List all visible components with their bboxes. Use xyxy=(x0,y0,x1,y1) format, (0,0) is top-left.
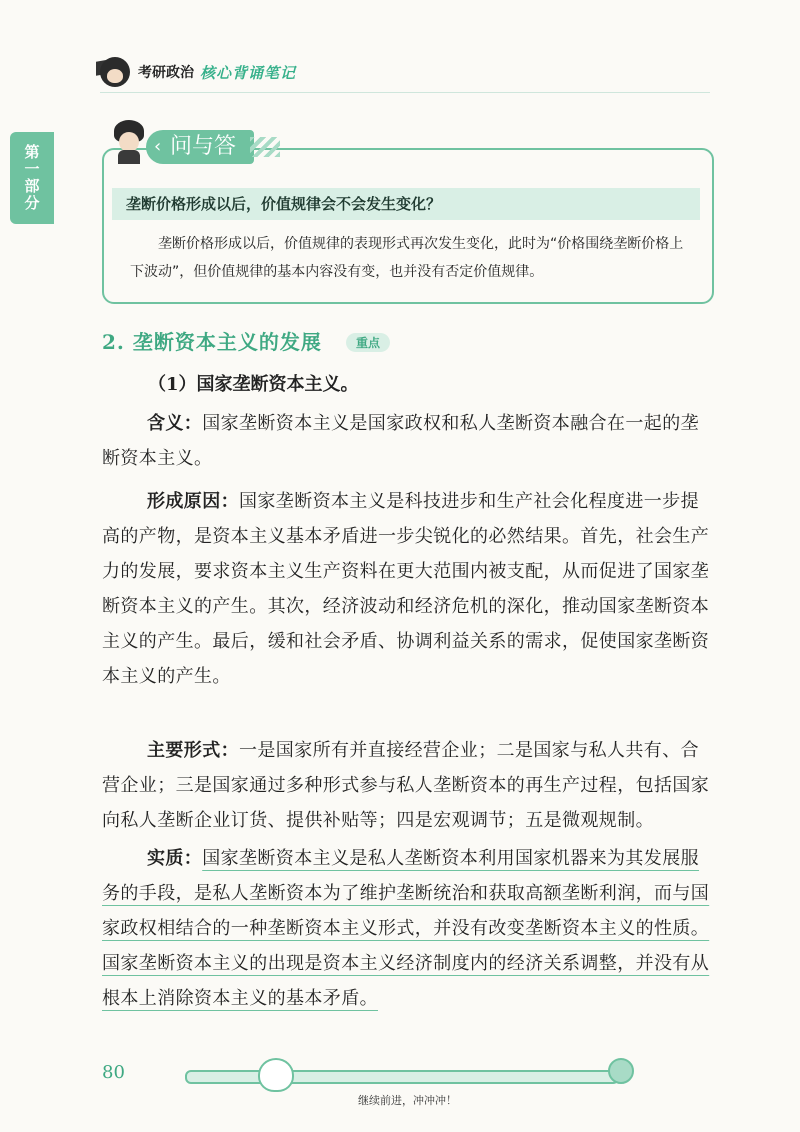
header-title: 考研政治 xyxy=(138,65,194,81)
header-divider xyxy=(100,92,710,93)
section-title: 2. 垄断资本主义的发展 xyxy=(102,330,322,354)
footer-progress-bar xyxy=(185,1070,619,1084)
cause-label: 形成原因： xyxy=(147,491,239,512)
qa-label xyxy=(146,130,254,164)
header-subtitle: 核心背诵笔记 xyxy=(200,63,297,82)
paragraph-cause xyxy=(102,484,714,694)
qa-mascot-icon xyxy=(112,120,146,164)
subsection-title: （1）国家垄断资本主义。 xyxy=(148,374,359,395)
paragraph-forms xyxy=(102,733,714,838)
qa-label-text: 问与答 xyxy=(170,134,237,159)
paragraph-essence xyxy=(102,841,714,1016)
meaning-label: 含义： xyxy=(147,413,203,434)
essence-text: 国家垄断资本主义是私人垄断资本利用国家机器来为其发展服务的手段，是私人垄断资本为了维护垄断统治和获取高额垄断利润，而与国家政权相结合的一种垄断资本主义形式，并没有改变垄断资本主义的性质。国家垄断资本主义的出现是资本主义经济制度内的经济关系调整，并没有从根本上消除资本主义的基本矛盾。 xyxy=(102,848,710,1009)
essence-label: 实质： xyxy=(147,848,203,869)
forms-label: 主要形式： xyxy=(147,740,239,761)
footer-slogan: 继续前进，冲冲冲！ xyxy=(358,1094,457,1107)
paragraph-meaning xyxy=(102,406,714,476)
cause-text: 国家垄断资本主义是科技进步和生产社会化程度进一步提高的产物，是资本主义基本矛盾进一步尖锐化的必然结果。首先，社会生产力的发展，要求资本主义生产资料在更大范围内被支配，从而促进了国家垄断资本主义的产生。其次，经济波动和经济危机的深化，推动国家垄断资本主义的产生。最后，缓和社会矛盾、协调利益关系的需求，促使国家垄断资本主义的产生。 xyxy=(102,491,710,687)
forms-text: 一是国家所有并直接经营企业；二是国家与私人共有、合营企业；三是国家通过多种形式参与私人垄断资本的再生产过程，包括国家向私人垄断企业订货、提供补贴等；四是宏观调节；五是微观规制。 xyxy=(102,740,710,831)
meaning-text: 国家垄断资本主义是国家政权和私人垄断资本融合在一起的垄断资本主义。 xyxy=(102,413,700,469)
page-header xyxy=(100,52,296,92)
side-tab-part: 第一部分 xyxy=(10,132,54,224)
mascot-icon xyxy=(100,57,130,87)
key-point-badge: 重点 xyxy=(346,333,390,352)
footer-end-icon xyxy=(608,1058,634,1084)
qa-answer: 垄断价格形成以后，价值规律的表现形式再次发生变化，此时为“价格围绕垄断价格上下波动”，但价值规律的基本内容没有变，也并没有否定价值规律。 xyxy=(130,236,684,280)
qa-label-stripes xyxy=(250,137,280,157)
footer-mascot-icon xyxy=(258,1058,294,1092)
page-number: 80 xyxy=(102,1062,125,1083)
qa-question: 垄断价格形成以后，价值规律会不会发生变化？ xyxy=(112,188,700,220)
chevron-left-icon: ‹ xyxy=(154,136,162,157)
